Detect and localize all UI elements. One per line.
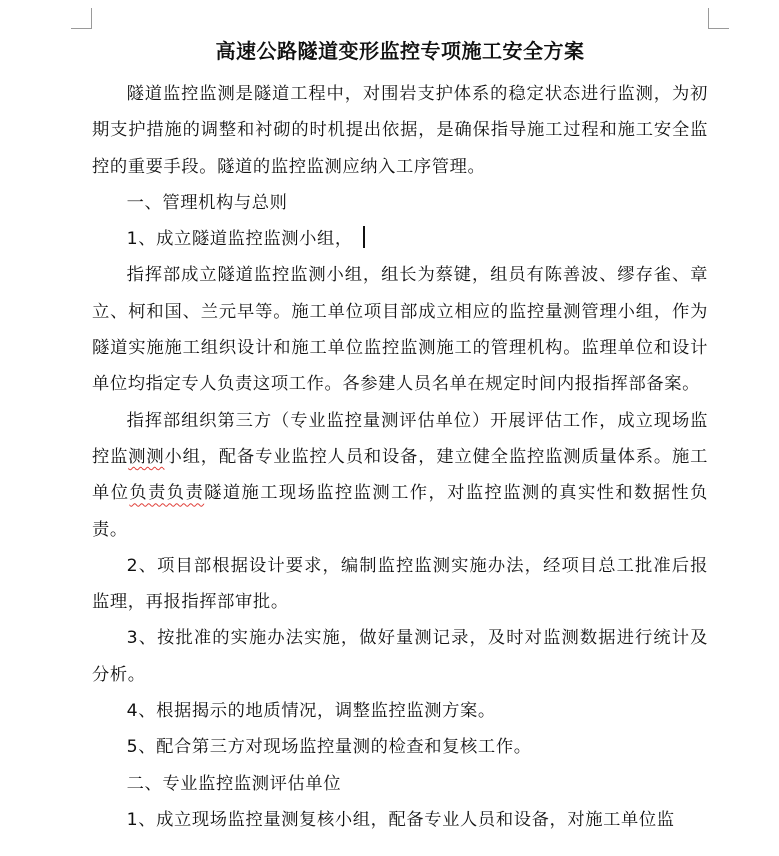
spellcheck-squiggle-2: 负责负责 <box>129 483 205 504</box>
paragraph-item-1-text: 1、成立隧道监控监测小组， <box>126 229 353 250</box>
crop-mark-top-left <box>71 8 92 29</box>
paragraph-intro: 隧道监控监测是隧道工程中，对围岩支护体系的稳定状态进行监测，为初期支护措施的调整和衬砌的时机提出依据，是确保指导施工过程和施工安全监控的重要手段。隧道的监控监测应纳入工序管理。 <box>92 84 708 177</box>
third-party-text-a: 指挥部组织第三方（专业监控量测评估单位）开展评估工作，成立现场监控监 <box>92 410 708 467</box>
paragraph-team: 指挥部成立隧道监控监测小组，组长为蔡键，组员有陈善波、缪存雀、章立、柯和国、兰元早等。施工单位项目部成立相应的监控量测管理小组，作为隧道实施施工组织设计和施工单位监控监测施工的管理机构。监理单位和设计单位均指定专人负责这项工作。各参建人员名单在规定时间内报指挥部备案。 <box>92 265 708 395</box>
spellcheck-squiggle-1: 测测 <box>128 446 165 467</box>
third-party-text-c: 隧道施工现场监控监测工作，对监控监测的真实性和数据性负责。 <box>92 483 708 540</box>
third-party-text-b: 小组，配备专业监控人员和设备，建立健全监控监测质量体系。施工单位 <box>92 446 708 504</box>
crop-mark-top-right <box>708 8 729 29</box>
paragraph-third-party <box>92 403 708 548</box>
section-heading-2: 二、专业监控监测评估单位 <box>126 773 342 794</box>
paragraph-section2-item-1: 1、成立现场监控量测复核小组，配备专业人员和设备，对施工单位监 <box>126 809 675 830</box>
paragraph-item-5: 5、配合第三方对现场监控量测的检查和复核工作。 <box>126 737 532 758</box>
document-body[interactable] <box>92 76 708 838</box>
section-heading-1: 一、管理机构与总则 <box>126 192 288 213</box>
paragraph-item-4: 4、根据揭示的地质情况，调整监控监测方案。 <box>126 701 496 722</box>
paragraph-item-3: 3、按批准的实施办法实施，做好量测记录，及时对监测数据进行统计及分析。 <box>92 628 708 685</box>
text-cursor <box>363 226 365 248</box>
paragraph-item-1 <box>92 221 708 257</box>
document-title: 高速公路隧道变形监控专项施工安全方案 <box>215 39 585 63</box>
paragraph-item-2: 2、项目部根据设计要求，编制监控监测实施办法，经项目总工批准后报监理，再报指挥部审批。 <box>92 555 708 613</box>
